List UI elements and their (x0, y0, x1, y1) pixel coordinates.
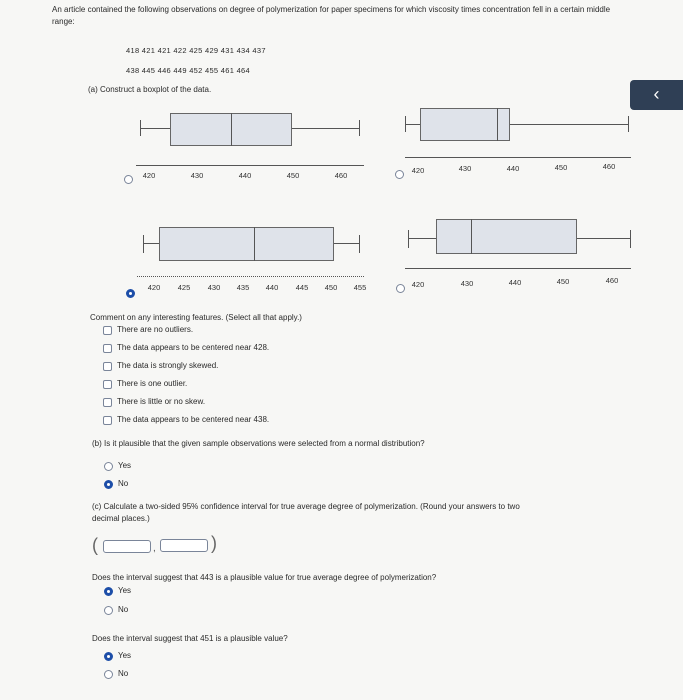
option-label: No (118, 669, 129, 678)
part-c-prompt: (c) Calculate a two-sided 95% confidence interval for true average degree of polymerization. (Round your answers to two (92, 502, 520, 511)
part-c-prompt-line2: decimal places.) (92, 514, 150, 523)
option-label: There are no outliers. (117, 325, 194, 334)
whisker-cap-right (630, 230, 631, 248)
whisker-cap-left (143, 235, 144, 253)
tick-label: 425 (177, 283, 191, 292)
q443-yes-radio[interactable] (104, 587, 113, 596)
box (159, 227, 334, 261)
whisker-cap-right (359, 235, 360, 253)
tick-label: 450 (286, 171, 300, 180)
comment-prompt: Comment on any interesting features. (Select all that apply.) (90, 313, 302, 322)
box (436, 219, 577, 254)
checkbox-centered-438[interactable] (103, 416, 112, 425)
boxplot-option-1-radio[interactable] (124, 175, 133, 184)
ci-close-paren: ) (211, 533, 217, 553)
tick-label: 430 (458, 164, 472, 173)
tick-label: 430 (460, 279, 474, 288)
median-line (231, 113, 232, 146)
ci-open-paren: ( (92, 535, 98, 555)
boxplot-option-2-radio[interactable] (395, 170, 404, 179)
tick-label: 420 (142, 171, 156, 180)
q443-no-radio[interactable] (104, 606, 113, 615)
part-b-yes-radio[interactable] (104, 462, 113, 471)
q443-prompt: Does the interval suggest that 443 is a plausible value for true average degree of polymerization? (92, 573, 437, 582)
tick-label: 460 (334, 171, 348, 180)
whisker-right (334, 243, 359, 244)
tick-label: 450 (324, 283, 338, 292)
q451-prompt: Does the interval suggest that 451 is a plausible value? (92, 634, 288, 643)
tick-label: 440 (508, 278, 522, 287)
whisker-right (292, 128, 359, 129)
whisker-cap-right (628, 116, 629, 132)
axis (136, 165, 364, 166)
q451-yes-radio[interactable] (104, 652, 113, 661)
whisker-left (143, 243, 159, 244)
whisker-left (140, 128, 170, 129)
axis (137, 276, 364, 277)
tick-label: 460 (605, 276, 619, 285)
chevron-left-icon: ‹ (653, 84, 660, 104)
checkbox-centered-428[interactable] (103, 344, 112, 353)
part-a-prompt: (a) Construct a boxplot of the data. (88, 85, 212, 94)
boxplot-option-4-radio[interactable] (396, 284, 405, 293)
whisker-right (577, 238, 630, 239)
option-label: The data appears to be centered near 438. (117, 415, 270, 424)
option-label: The data appears to be centered near 428. (117, 343, 270, 352)
option-label: There is little or no skew. (117, 397, 206, 406)
whisker-cap-right (359, 120, 360, 136)
whisker-right (510, 124, 628, 125)
option-label: Yes (118, 651, 132, 660)
option-label: There is one outlier. (117, 379, 188, 388)
option-label: The data is strongly skewed. (117, 361, 219, 370)
tick-label: 455 (353, 283, 367, 292)
median-line (497, 108, 498, 141)
tick-label: 430 (207, 283, 221, 292)
tick-label: 430 (190, 171, 204, 180)
ci-lower-input[interactable] (103, 540, 151, 553)
tick-label: 420 (411, 280, 425, 289)
tick-label: 440 (506, 164, 520, 173)
tick-label: 450 (556, 277, 570, 286)
option-label: Yes (118, 586, 132, 595)
option-label: No (118, 479, 129, 488)
checkbox-no-outliers[interactable] (103, 326, 112, 335)
tick-label: 420 (147, 283, 161, 292)
data-line-1: 418 421 421 422 425 429 431 434 437 (126, 46, 266, 55)
whisker-cap-left (408, 230, 409, 248)
boxplot-option-3-radio[interactable] (126, 289, 135, 298)
median-line (471, 219, 472, 254)
checkbox-one-outlier[interactable] (103, 380, 112, 389)
ci-upper-input[interactable] (160, 539, 208, 552)
part-b-prompt: (b) Is it plausible that the given sample observations were selected from a normal distribution? (92, 439, 425, 448)
option-label: No (118, 605, 129, 614)
checkbox-little-skew[interactable] (103, 398, 112, 407)
axis (405, 268, 631, 269)
whisker-left (408, 238, 436, 239)
tick-label: 440 (238, 171, 252, 180)
tick-label: 420 (411, 166, 425, 175)
median-line (254, 227, 255, 261)
checkbox-strongly-skewed[interactable] (103, 362, 112, 371)
whisker-left (405, 124, 420, 125)
back-button[interactable] (630, 80, 683, 110)
tick-label: 450 (554, 163, 568, 172)
axis (405, 157, 631, 158)
tick-label: 435 (236, 283, 250, 292)
part-b-no-radio[interactable] (104, 480, 113, 489)
tick-label: 440 (265, 283, 279, 292)
data-line-2: 438 445 446 449 452 455 461 464 (126, 66, 250, 75)
q451-no-radio[interactable] (104, 670, 113, 679)
tick-label: 445 (295, 283, 309, 292)
intro-text: An article contained the following observations on degree of polymerization for paper specimens for which viscosity times concentration fell in a certain middle range: (52, 5, 611, 26)
ci-comma: , (153, 543, 156, 554)
tick-label: 460 (602, 162, 616, 171)
option-label: Yes (118, 461, 132, 470)
